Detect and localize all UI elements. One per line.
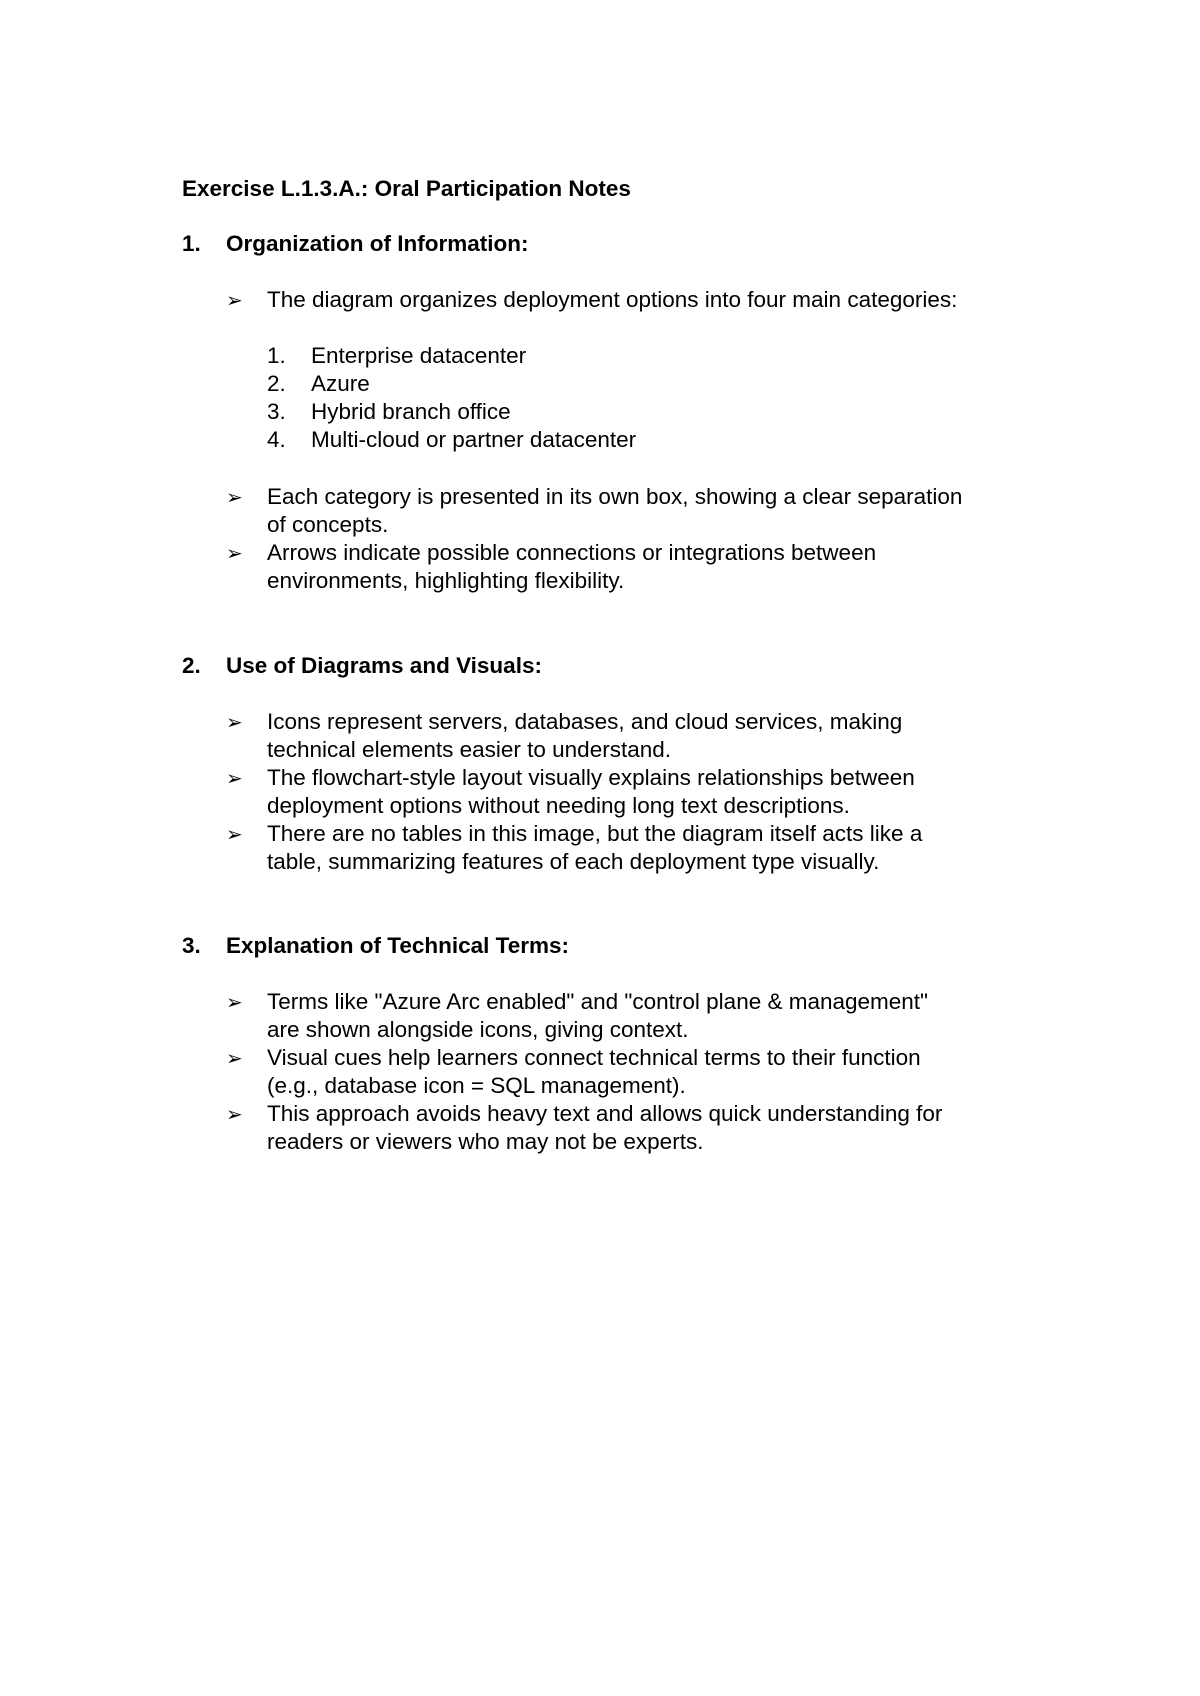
section-2-bullet-1-line-1: Icons represent servers, databases, and cloud services, making	[267, 709, 903, 734]
section-2-bullet-2-line-1: The flowchart-style layout visually explains relationships between	[267, 765, 915, 790]
category-1-label: Enterprise datacenter	[311, 343, 527, 368]
bullet-arrow-icon: ➢	[226, 766, 243, 790]
section-3-bullet-3-line-2: readers or viewers who may not be experts.	[267, 1129, 704, 1154]
section-3-bullet-2-line-2: (e.g., database icon = SQL management).	[267, 1073, 686, 1098]
category-4-label: Multi-cloud or partner datacenter	[311, 427, 637, 452]
bullet-arrow-icon: ➢	[226, 990, 243, 1014]
bullet-arrow-icon: ➢	[226, 710, 243, 734]
bullet-arrow-icon: ➢	[226, 1046, 243, 1070]
section-2-bullet-3-line-2: table, summarizing features of each deployment type visually.	[267, 849, 880, 874]
category-1-number: 1.	[267, 343, 286, 368]
category-2-label: Azure	[311, 371, 370, 396]
section-1-bullet-2-line-2: environments, highlighting flexibility.	[267, 568, 625, 593]
section-1-bullet-1-line-2: of concepts.	[267, 512, 389, 537]
bullet-arrow-icon: ➢	[226, 541, 243, 565]
section-1-heading: Organization of Information:	[226, 231, 529, 256]
bullet-arrow-icon: ➢	[226, 1102, 243, 1126]
section-3-bullet-1-line-2: are shown alongside icons, giving context.	[267, 1017, 689, 1042]
section-3-bullet-1-line-1: Terms like "Azure Arc enabled" and "control plane & management"	[267, 989, 929, 1014]
section-2-heading: Use of Diagrams and Visuals:	[226, 653, 542, 678]
category-3-label: Hybrid branch office	[311, 399, 511, 424]
section-2-bullet-3-line-1: There are no tables in this image, but the diagram itself acts like a	[267, 821, 923, 846]
bullet-arrow-icon: ➢	[226, 288, 243, 312]
section-3-number: 3.	[182, 933, 201, 958]
section-2-number: 2.	[182, 653, 201, 678]
bullet-arrow-icon: ➢	[226, 822, 243, 846]
section-3-bullet-3-line-1: This approach avoids heavy text and allows quick understanding for	[267, 1101, 943, 1126]
bullet-arrow-icon: ➢	[226, 485, 243, 509]
section-1-intro-bullet: The diagram organizes deployment options into four main categories:	[267, 287, 958, 312]
section-1-number: 1.	[182, 231, 201, 256]
section-1-bullet-2-line-1: Arrows indicate possible connections or integrations between	[267, 540, 877, 565]
category-3-number: 3.	[267, 399, 286, 424]
section-2-bullet-2-line-2: deployment options without needing long text descriptions.	[267, 793, 850, 818]
section-1-bullet-1-line-1: Each category is presented in its own box, showing a clear separation	[267, 484, 963, 509]
document-title: Exercise L.1.3.A.: Oral Participation Notes	[182, 176, 631, 201]
section-3-bullet-2-line-1: Visual cues help learners connect technical terms to their function	[267, 1045, 921, 1070]
category-2-number: 2.	[267, 371, 286, 396]
section-2-bullet-1-line-2: technical elements easier to understand.	[267, 737, 671, 762]
section-3-heading: Explanation of Technical Terms:	[226, 933, 569, 958]
category-4-number: 4.	[267, 427, 286, 452]
